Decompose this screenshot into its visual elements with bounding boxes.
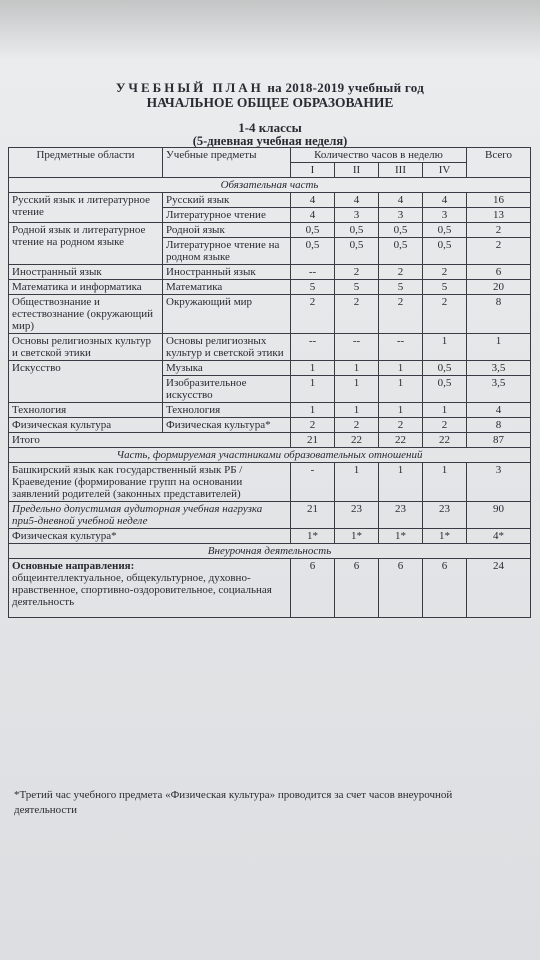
total-cell: 3,5 — [467, 376, 531, 403]
hours-cell: 23 — [379, 502, 423, 529]
header-row — [9, 148, 531, 163]
max-load-row — [9, 502, 531, 529]
hours-cell: 2 — [423, 295, 467, 334]
hours-cell: 2 — [335, 265, 379, 280]
subject-cell: Математика — [163, 280, 291, 295]
hours-cell: 1* — [379, 529, 423, 544]
hours-cell: 1 — [291, 361, 335, 376]
directions-title: Основные направления: — [12, 560, 135, 572]
hours-cell: 21 — [291, 433, 335, 448]
plan-level: НАЧАЛЬНОЕ ОБЩЕЕ ОБРАЗОВАНИЕ — [146, 95, 394, 110]
table-row — [9, 280, 531, 295]
hours-cell: 2 — [379, 265, 423, 280]
hours-cell: 0,5 — [379, 223, 423, 238]
header-grade: III — [379, 163, 423, 178]
total-cell: 2 — [467, 238, 531, 265]
area-cell: Русский язык и литературное чтение — [9, 193, 163, 223]
hours-cell: 4 — [335, 193, 379, 208]
subject-cell: Окружающий мир — [163, 295, 291, 334]
directions-cell — [9, 559, 291, 618]
hours-cell: 21 — [291, 502, 335, 529]
header-subjects: Учебные предметы — [163, 148, 291, 178]
hours-cell: 2 — [423, 265, 467, 280]
hours-cell: 2 — [379, 418, 423, 433]
header-areas: Предметные области — [9, 148, 163, 178]
subject-cell: Русский язык — [163, 193, 291, 208]
area-cell: Иностранный язык — [9, 265, 163, 280]
hours-cell: 1 — [379, 361, 423, 376]
area-cell: Родной язык и литературное чтение на родном языке — [9, 223, 163, 265]
bashkir-label: Башкирский язык как государственный язык РБ / Краеведение (формирование групп на основании заявлений родителей (законных представителей) — [9, 463, 291, 502]
hours-cell: 1 — [335, 403, 379, 418]
subject-cell: Основы религиозных культур и светской этики — [163, 334, 291, 361]
footnote: *Третий час учебного предмета «Физическая культура» проводится за счет часов внеурочной деятельности — [14, 789, 453, 816]
table-row — [9, 295, 531, 334]
total-cell: 16 — [467, 193, 531, 208]
header-total: Всего — [467, 148, 531, 178]
subject-cell: Литературное чтение на родном языке — [163, 238, 291, 265]
total-cell: 8 — [467, 418, 531, 433]
header-grade: II — [335, 163, 379, 178]
hours-cell: 1 — [335, 361, 379, 376]
hours-cell: 1 — [335, 376, 379, 403]
hours-cell: 0,5 — [291, 238, 335, 265]
hours-cell: 1 — [379, 376, 423, 403]
table-row — [9, 418, 531, 433]
hours-cell: 6 — [379, 559, 423, 618]
hours-cell: 4 — [379, 193, 423, 208]
table-row — [9, 529, 531, 544]
hours-cell: 23 — [335, 502, 379, 529]
hours-cell: 0,5 — [335, 238, 379, 265]
hours-cell: 1 — [291, 376, 335, 403]
area-cell: Математика и информатика — [9, 280, 163, 295]
table-row — [9, 463, 531, 502]
subject-cell: Родной язык — [163, 223, 291, 238]
hours-cell: 2 — [291, 295, 335, 334]
total-row — [9, 433, 531, 448]
total-cell: 24 — [467, 559, 531, 618]
section-extracurricular: Внеурочная деятельность — [9, 544, 531, 559]
hours-cell: 22 — [423, 433, 467, 448]
table-row — [9, 223, 531, 238]
table-row — [9, 334, 531, 361]
total-cell: 3 — [467, 463, 531, 502]
hours-cell: 2 — [335, 418, 379, 433]
curriculum-table — [8, 147, 531, 618]
hours-cell: 2 — [379, 295, 423, 334]
hours-cell: 1 — [423, 463, 467, 502]
hours-cell: -- — [379, 334, 423, 361]
total-cell: 13 — [467, 208, 531, 223]
plan-title — [0, 80, 540, 96]
hours-cell: - — [291, 463, 335, 502]
total-cell: 2 — [467, 223, 531, 238]
hours-cell: 1 — [335, 463, 379, 502]
area-cell: Физическая культура — [9, 418, 163, 433]
hours-cell: 22 — [335, 433, 379, 448]
directions-row — [9, 559, 531, 618]
table-row — [9, 361, 531, 376]
header-grade: IV — [423, 163, 467, 178]
hours-cell: 6 — [335, 559, 379, 618]
total-cell: 3,5 — [467, 361, 531, 376]
total-cell: 4 — [467, 403, 531, 418]
hours-cell: 4 — [423, 193, 467, 208]
hours-cell: 5 — [423, 280, 467, 295]
hours-cell: -- — [291, 334, 335, 361]
area-cell: Обществознание и естествознание (окружающий мир) — [9, 295, 163, 334]
max-load-label: Предельно допустимая аудиторная учебная нагрузка при5-дневной учебной неделе — [9, 502, 291, 529]
total-cell: 8 — [467, 295, 531, 334]
hours-cell: 1 — [423, 334, 467, 361]
hours-cell: 1* — [335, 529, 379, 544]
pe-label: Физическая культура* — [9, 529, 291, 544]
hours-cell: 5 — [291, 280, 335, 295]
area-cell: Технология — [9, 403, 163, 418]
hours-cell: 2 — [291, 418, 335, 433]
hours-cell: 1* — [291, 529, 335, 544]
table-row — [9, 403, 531, 418]
plan-title-year: на 2018-2019 учебный год — [263, 80, 425, 95]
plan-grades: 1-4 классы — [238, 120, 302, 135]
total-label: Итого — [9, 433, 291, 448]
hours-cell: 0,5 — [423, 238, 467, 265]
hours-cell: 5 — [335, 280, 379, 295]
hours-cell: 0,5 — [423, 376, 467, 403]
hours-cell: 3 — [379, 208, 423, 223]
hours-cell: 6 — [291, 559, 335, 618]
hours-cell: 0,5 — [423, 223, 467, 238]
table-row — [9, 193, 531, 208]
total-cell: 1 — [467, 334, 531, 361]
subject-cell: Изобразительное искусство — [163, 376, 291, 403]
plan-week: (5-дневная учебная неделя) — [192, 134, 348, 148]
hours-cell: -- — [335, 334, 379, 361]
hours-cell: 5 — [379, 280, 423, 295]
page-shadow — [0, 0, 540, 60]
hours-cell: 4 — [291, 208, 335, 223]
hours-cell: 0,5 — [291, 223, 335, 238]
total-cell: 6 — [467, 265, 531, 280]
subject-cell: Иностранный язык — [163, 265, 291, 280]
area-cell: Основы религиозных культур и светской этики — [9, 334, 163, 361]
directions-text: общеинтеллектуальное, общекультурное, духовно-нравственное, спортивно-оздоровительное, социальная деятельность — [12, 572, 272, 608]
hours-cell: 0,5 — [335, 223, 379, 238]
hours-cell: 4 — [291, 193, 335, 208]
hours-cell: 3 — [335, 208, 379, 223]
hours-cell: 1 — [379, 403, 423, 418]
total-cell: 20 — [467, 280, 531, 295]
header-hours: Количество часов в неделю — [291, 148, 467, 163]
total-cell: 87 — [467, 433, 531, 448]
hours-cell: -- — [291, 265, 335, 280]
subject-cell: Физическая культура* — [163, 418, 291, 433]
hours-cell: 23 — [423, 502, 467, 529]
total-cell: 4* — [467, 529, 531, 544]
hours-cell: 1 — [423, 403, 467, 418]
hours-cell: 1 — [291, 403, 335, 418]
hours-cell: 2 — [423, 418, 467, 433]
hours-cell: 6 — [423, 559, 467, 618]
hours-cell: 1* — [423, 529, 467, 544]
hours-cell: 0,5 — [423, 361, 467, 376]
hours-cell: 1 — [379, 463, 423, 502]
subject-cell: Технология — [163, 403, 291, 418]
hours-cell: 0,5 — [379, 238, 423, 265]
total-cell: 90 — [467, 502, 531, 529]
subject-cell: Музыка — [163, 361, 291, 376]
area-cell: Искусство — [9, 361, 163, 403]
section-participants: Часть, формируемая участниками образовательных отношений — [9, 448, 531, 463]
hours-cell: 22 — [379, 433, 423, 448]
subject-cell: Литературное чтение — [163, 208, 291, 223]
header-grade: I — [291, 163, 335, 178]
hours-cell: 2 — [335, 295, 379, 334]
table-row — [9, 265, 531, 280]
hours-cell: 3 — [423, 208, 467, 223]
section-mandatory: Обязательная часть — [9, 178, 531, 193]
plan-title-main: УЧЕБНЫЙ ПЛАН — [115, 80, 264, 95]
